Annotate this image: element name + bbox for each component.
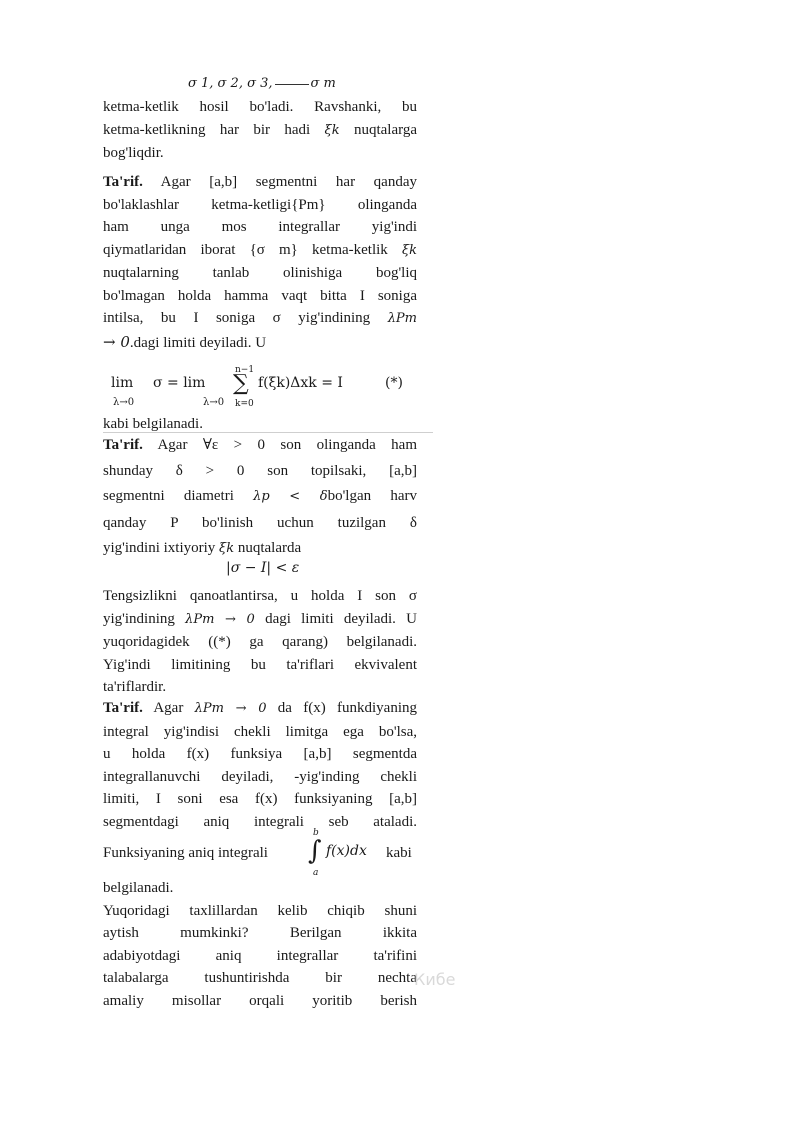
- paragraph-2: kabi belgilanadi.: [103, 416, 203, 432]
- xi-k-symbol: ξk: [324, 122, 340, 138]
- inequality: |σ − I| < ε: [226, 560, 300, 576]
- sigma-sequence: σ 1, σ 2, σ 3, σ m: [188, 76, 336, 91]
- limit-formula: lim λ→0 σ = lim λ→0 n−1 ∑ k=0 f(ξk)Δxk = I (*): [111, 365, 403, 409]
- integral-line: Funksiyaning aniq integrali kabi: [103, 845, 412, 861]
- paragraph-3: belgilanadi. Yuqoridagi taxlillardan kelib chiqib shuni aytish mumkinki? Berilgan ikkita adabiyotdagi aniq integrallar ta'rifini talabalarga tushuntirishda bir nechta amaliy misollar orqali yoritib berish: [103, 880, 417, 1009]
- divider: [103, 432, 433, 433]
- definition-2: Ta'rif. Agar ∀ε > 0 son olinganda ham shunday δ > 0 son topilsaki, [a,b] segmentni diametri λp < δbo'lgan harv qanday P bo'linish uchun tuzilgan δ yig'indini ixtiyoriy ξk nuqtalarda: [103, 437, 418, 556]
- definition-3: Ta'rif. Agar λPm → 0 da f(x) funkdiyaning integral yig'indisi chekli limitga ega bo'lsa, u holda f(x) funksiya [a,b] segmentda integrallanuvchi deyiladi, -yig'inding chekli limiti, I soni esa f(x) funksiyaning [a,b] segmentdagi aniq integrali seb ataladi.: [103, 700, 417, 830]
- paragraph-1: ketma-ketlik hosil bo'ladi. Ravshanki, bu ketma-ketlikning har bir hadi ξk nuqtalarga bog'liqdir.: [103, 99, 417, 161]
- definition-1: Ta'rif. Agar [a,b] segmentni har qanday bo'laklashlar ketma-ketligi{Pm} olinganda ham unga mos integrallar yig'indi qiymatlaridan iborat {σ m} ketma-ketlik ξk nuqtalarning tanlab olinishiga bog'liq bo'lmagan holda hamma vaqt bitta I soniga intilsa, bu I soniga σ yig'indining λPm → 0.dagi limiti deyiladi. U: [103, 174, 418, 351]
- definition-term: Ta'rif.: [103, 174, 143, 190]
- definition-2-cont: Tengsizlikni qanoatlantirsa, u holda I son σ yig'indining λPm → 0 dagi limiti deyiladi. U yuqoridagidek ((*) ga qarang) belgilanadi. Yig'indi limitining bu ta'riflari ekvivalent ta'riflardir.: [103, 588, 417, 695]
- watermark: Кибе: [414, 970, 456, 989]
